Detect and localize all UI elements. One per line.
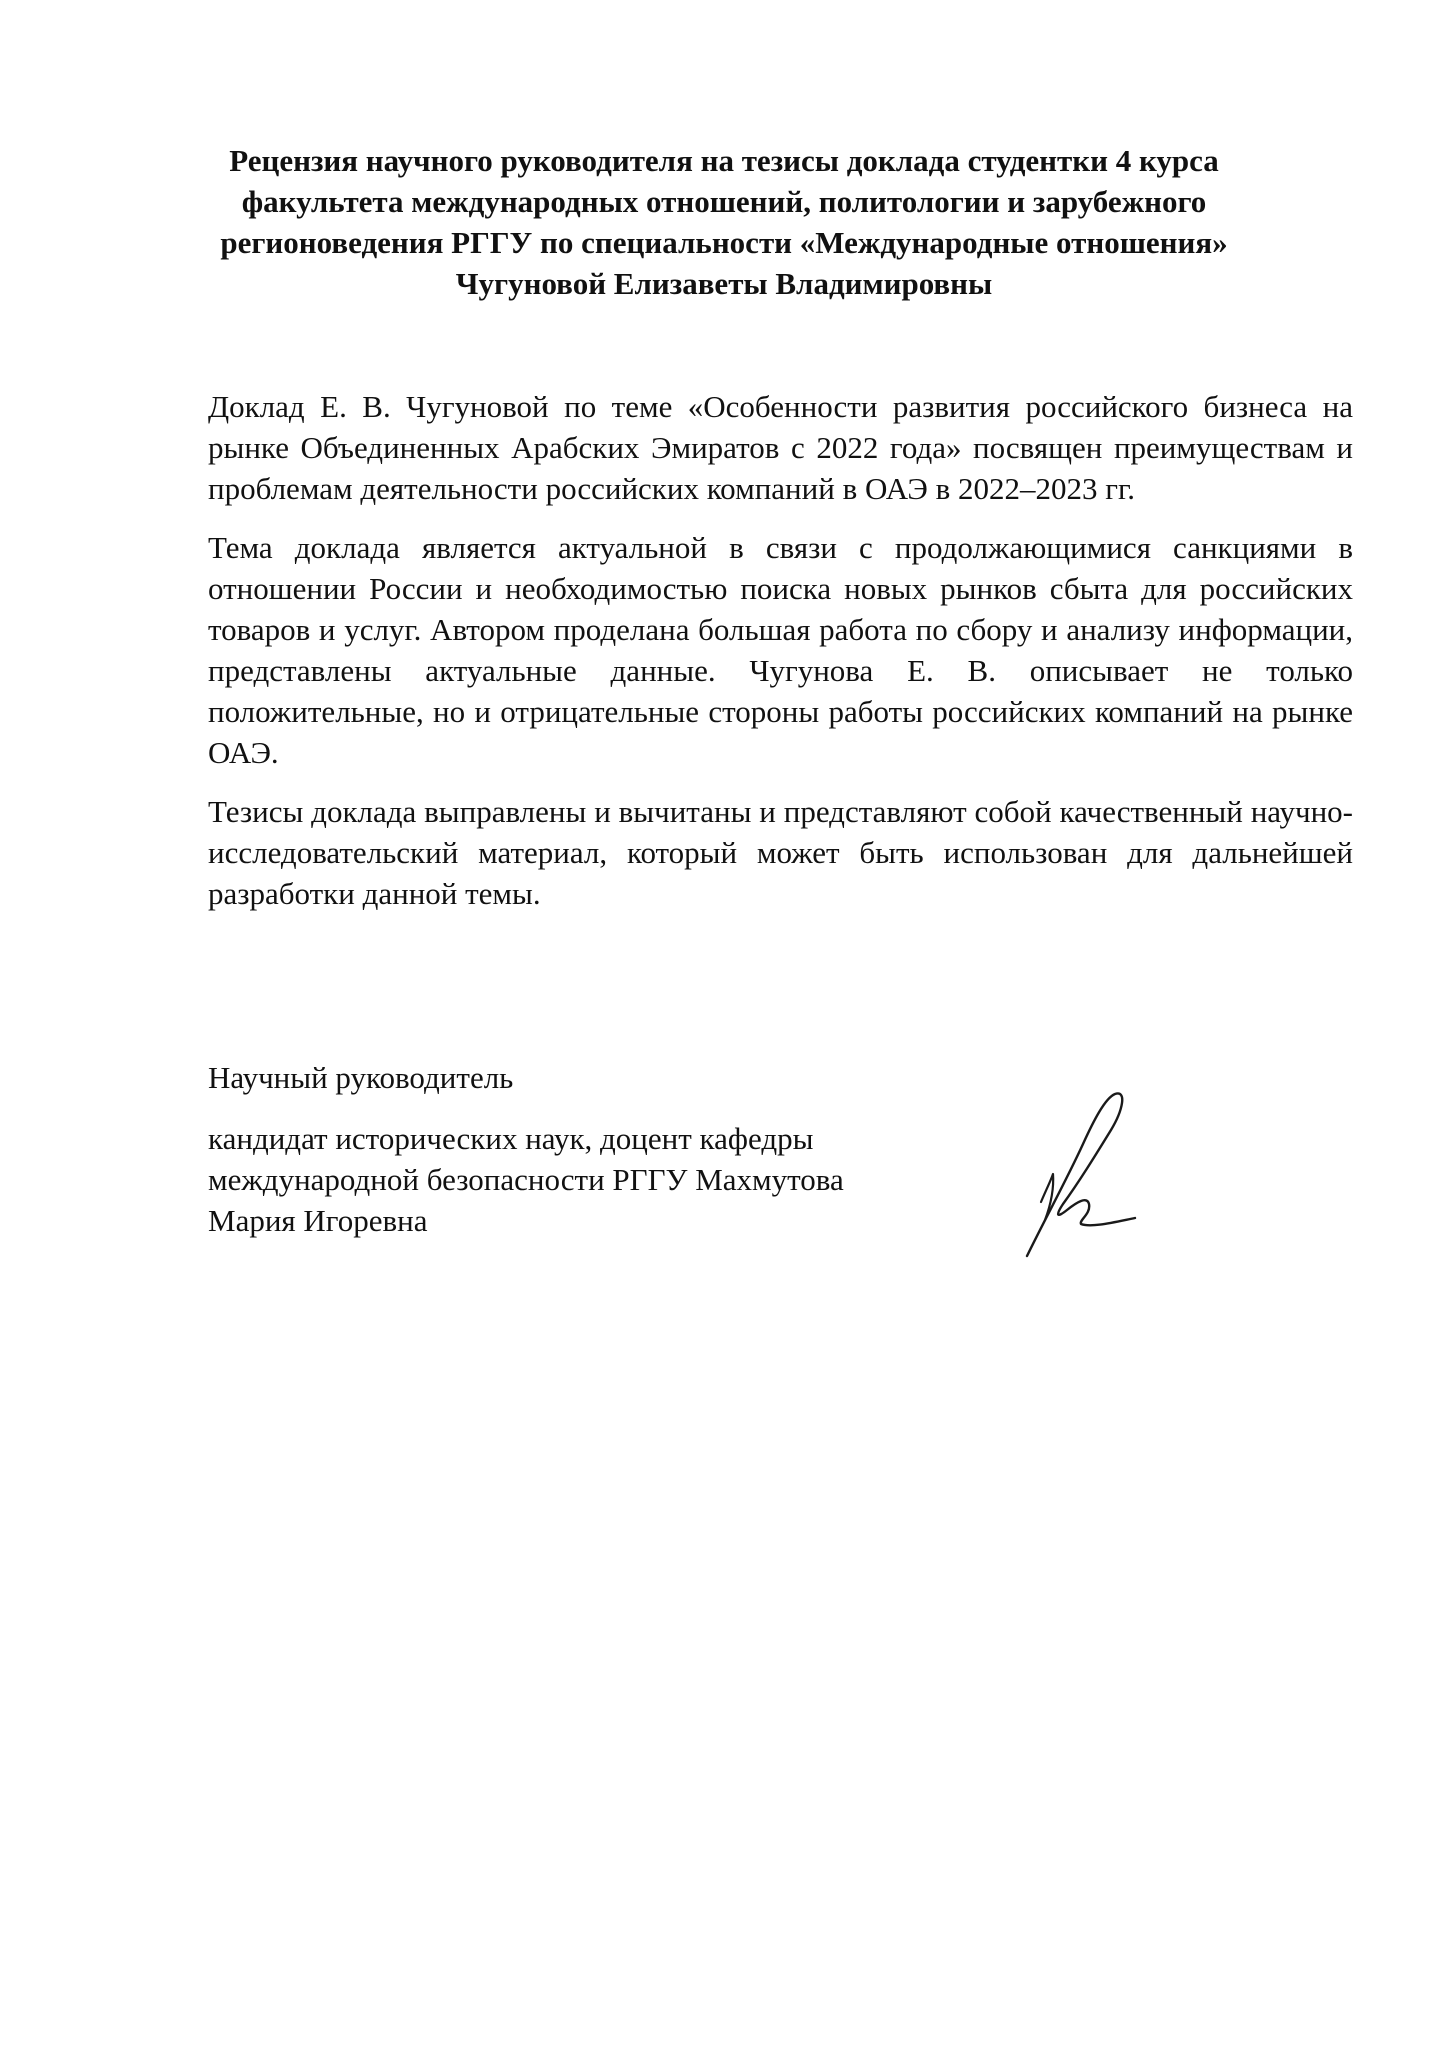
document-body xyxy=(208,386,1353,932)
title-line: факультета международных отношений, политологии и зарубежного xyxy=(241,184,1207,219)
paragraph: Тема доклада является актуальной в связи с продолжающимися санкциями в отношении России и необходимостью поиска новых рынков сбыта для российских товаров и услуг. Автором проделана большая работа по сбору и анализу информации, представлены актуальные данные. Чугунова Е. В. описывает не только положительные, но и отрицательные стороны работы российских компаний на рынке ОАЭ. xyxy=(208,530,1353,770)
handwritten-signature xyxy=(1005,1084,1155,1264)
credential-line: международной безопасности РГГУ Махмутова xyxy=(208,1162,844,1197)
paragraph: Тезисы доклада выправлены и вычитаны и представляют собой качественный научно-исследовательский материал, который может быть использован для дальнейшей разработки данной темы. xyxy=(208,794,1353,911)
title-line: Рецензия научного руководителя на тезисы доклада студентки 4 курса xyxy=(229,143,1219,178)
title-line: Чугуновой Елизаветы Владимировны xyxy=(455,266,993,301)
credential-line: кандидат исторических наук, доцент кафедры xyxy=(208,1121,814,1156)
paragraph: Доклад Е. В. Чугуновой по теме «Особенности развития российского бизнеса на рынке Объединенных Арабских Эмиратов с 2022 года» посвящен преимуществам и проблемам деятельности российских компаний в ОАЭ в 2022–2023 гг. xyxy=(208,389,1353,506)
signatory-block xyxy=(208,1057,968,1241)
credential-line: Мария Игоревна xyxy=(208,1203,428,1238)
signatory-role: Научный руководитель xyxy=(208,1060,514,1095)
signatory-credentials xyxy=(208,1118,968,1241)
document-title xyxy=(200,140,1248,304)
title-line: регионоведения РГГУ по специальности «Международные отношения» xyxy=(220,225,1228,260)
